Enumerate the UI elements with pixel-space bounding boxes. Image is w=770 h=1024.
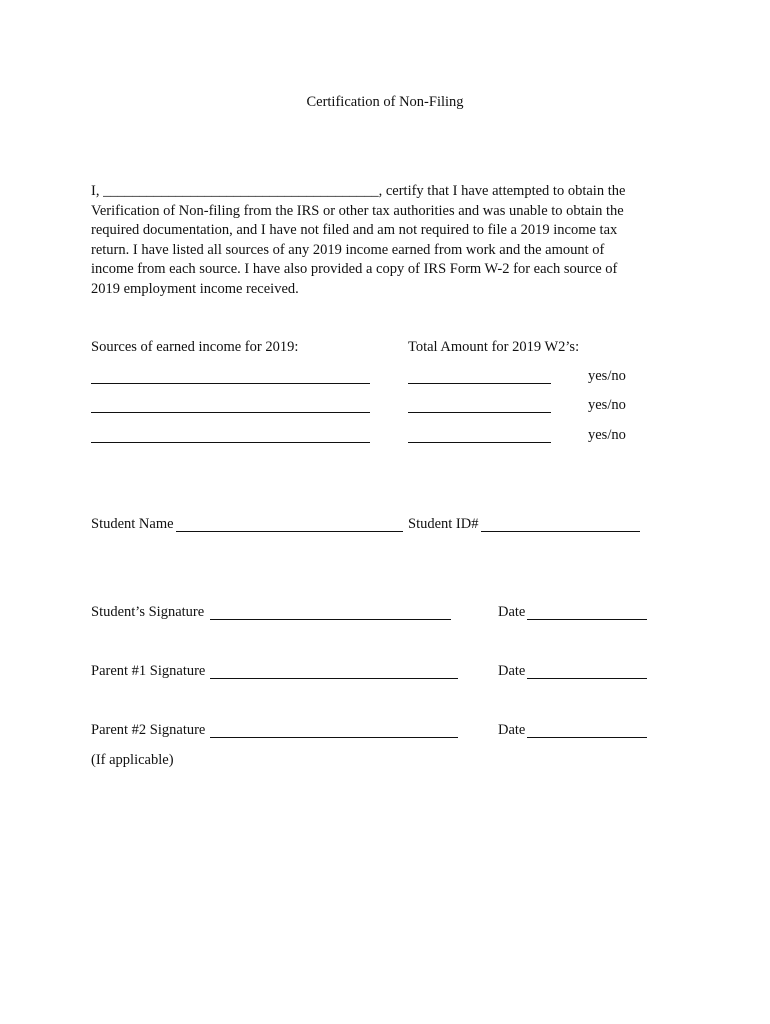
yes-no-option[interactable]: yes/no <box>588 397 626 413</box>
parent1-signature-label: Parent #1 Signature <box>91 663 206 679</box>
income-amount-field[interactable] <box>408 412 551 413</box>
student-name-field[interactable] <box>176 531 403 532</box>
statement-line-1 <box>91 182 661 202</box>
parent1-date-label: Date <box>498 663 526 679</box>
if-applicable-note: (If applicable) <box>91 752 174 768</box>
parent1-date-field[interactable] <box>527 678 647 679</box>
parent2-date-label: Date <box>498 722 526 738</box>
student-date-field[interactable] <box>527 619 647 620</box>
student-signature-field[interactable] <box>210 619 451 620</box>
yes-no-option[interactable]: yes/no <box>588 427 626 443</box>
yes-no-option[interactable]: yes/no <box>588 368 626 384</box>
income-source-field[interactable] <box>91 412 370 413</box>
page-title: Certification of Non-Filing <box>306 94 464 110</box>
student-name-label: Student Name <box>91 516 174 532</box>
statement-line-6: 2019 employment income received. <box>91 280 299 297</box>
student-id-label: Student ID# <box>408 516 479 532</box>
student-signature-label: Student’s Signature <box>91 604 205 620</box>
parent2-signature-field[interactable] <box>210 737 458 738</box>
statement-line-1-text: , certify that I have attempted to obtain the <box>378 183 626 199</box>
student-id-field[interactable] <box>481 531 640 532</box>
income-source-field[interactable] <box>91 383 370 384</box>
sources-header: Sources of earned income for 2019: <box>91 339 299 355</box>
certifier-name-blank[interactable]: ______________________________________ <box>103 183 379 199</box>
parent1-signature-field[interactable] <box>210 678 458 679</box>
statement-line-5: income from each source. I have also provided a copy of IRS Form W-2 for each source of <box>91 261 618 277</box>
statement-line-4: return. I have listed all sources of any 2019 income earned from work and the amount of <box>91 241 605 258</box>
total-amount-header: Total Amount for 2019 W2’s: <box>408 339 580 355</box>
statement-line-3: required documentation, and I have not filed and am not required to file a 2019 income tax <box>91 222 618 238</box>
parent2-signature-label: Parent #2 Signature <box>91 722 206 738</box>
income-source-field[interactable] <box>91 442 370 443</box>
income-amount-field[interactable] <box>408 383 551 384</box>
statement-line-2: Verification of Non-filing from the IRS or other tax authorities and was unable to obtain the <box>91 202 624 219</box>
parent2-date-field[interactable] <box>527 737 647 738</box>
income-amount-field[interactable] <box>408 442 551 443</box>
statement-prefix: I, <box>91 183 100 199</box>
student-date-label: Date <box>498 604 526 620</box>
certification-statement <box>91 182 661 299</box>
